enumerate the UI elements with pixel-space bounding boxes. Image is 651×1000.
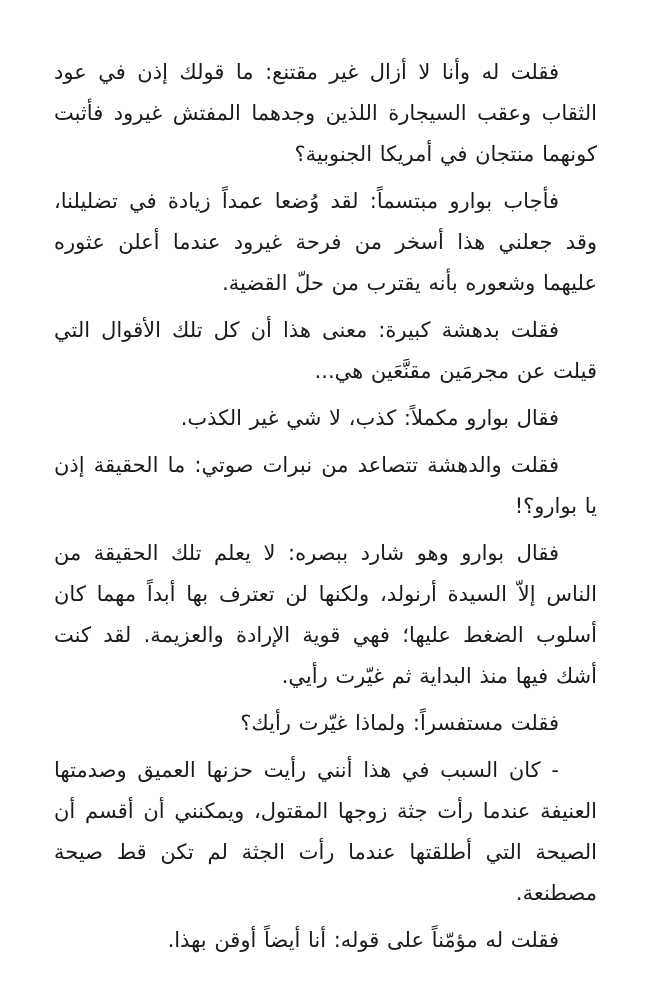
- paragraph-5: فقلت والدهشة تتصاعد من نبرات صوتي: ما الحقيقة إذن يا بوارو؟!: [54, 453, 597, 518]
- paragraph-8: - كان السبب في هذا أنني رأيت حزنها العميق وصدمتها العنيفة عندما رأت جثة زوجها المقتول، ويمكنني أن أقسم أن الصيحة التي أطلقتها عندما رأت الجثة لم تكن قط صيحة مصطنعة.: [54, 758, 597, 905]
- paragraph-3: فقلت بدهشة كبيرة: معنى هذا أن كل تلك الأقوال التي قيلت عن مجرمَين مقنَّعَين هي...: [54, 318, 597, 383]
- paragraph-1: فقلت له وأنا لا أزال غير مقتنع: ما قولك إذن في عود الثقاب وعقب السيجارة اللذين وجدهما المفتش غيرود فأثبت كونهما منتجان في أمريكا الجنوبية؟: [54, 60, 597, 166]
- paragraph-4: فقال بوارو مكملاً: كذب، لا شي غير الكذب.: [180, 406, 559, 430]
- paragraph-2: فأجاب بوارو مبتسماً: لقد وُضعا عمداً زيادة في تضليلنا، وقد جعلني هذا أسخر من فرحة غيرود عندما أعلن عثوره عليهما وشعوره بأنه يقترب من حلّ القضية.: [54, 189, 597, 295]
- paragraph-6: فقال بوارو وهو شارد ببصره: لا يعلم تلك الحقيقة من الناس إلاّ السيدة أرنولد، ولكنها لن تعترف بها أبداً مهما كان أسلوب الضغط عليها؛ فهي قوية الإرادة والعزيمة. لقد كنت أشك فيها منذ البداية ثم غيّرت رأيي.: [54, 541, 597, 688]
- paragraph-9: فقلت له مؤمّناً على قوله: أنا أيضاً أوقن بهذا.: [167, 928, 559, 952]
- paragraph-7: فقلت مستفسراً: ولماذا غيّرت رأيك؟: [240, 711, 559, 735]
- text-column: [54, 52, 597, 961]
